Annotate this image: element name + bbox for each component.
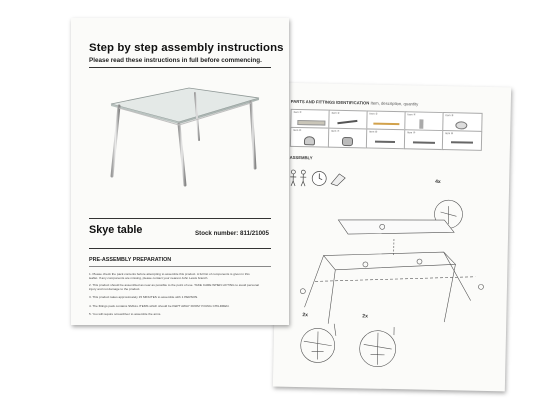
prep-item: 4. The fittings pack contains SMALL ITEMS which should be KEPT AWAY FROM YOUNG CHILDREN. [89,304,230,308]
prep-item: 3. This product takes approximately 15 MINUTES to assemble with 1 PERSON. [89,295,199,299]
spanner-icon [451,141,473,143]
part-cell: Item ⑨ [404,129,444,150]
assembly-diagram [273,173,509,392]
part-cell: Item ⑦ [328,128,368,149]
pad-icon [455,121,467,129]
part-cell: Item ⑥ [290,127,330,148]
multiplier-2x: 2x [302,312,308,319]
part-cell: Item ⑩ [442,130,482,151]
allen-key-icon [375,141,395,143]
assembly-heading: ASSEMBLY [289,154,313,161]
prep-item: 5. You will require screwdriver to assemble the arms. [89,312,162,316]
instructions-subtitle: Please read these instructions in full before commencing. [89,57,262,64]
table-illustration [95,82,267,190]
part-cell: Item ② [328,110,368,131]
part-cell: Item ⑤ [442,112,482,133]
divider [89,266,271,267]
part-cell: Item ① [290,109,330,130]
glass-top [111,88,259,124]
part-cell: Item ③ [366,110,406,131]
rail-icon [373,123,399,126]
screw-icon [413,141,435,143]
prep-item: 2. This product should be assembled as near as possible to the point of use. TAKE CARE WHEN LIFTING to avoid personal [89,283,259,287]
divider [89,218,271,219]
cover-sheet [71,18,289,325]
leg-icon [337,120,357,124]
prep-item: leaflet. If any components are missing, please contact your nearest John Lewis branch. [89,276,209,280]
product-name: Skye table [89,224,143,236]
instructions-title: Step by step assembly instructions [89,42,284,54]
divider [89,67,271,68]
part-cell: Item ⑧ [366,128,406,149]
stock-number: Stock number: 811/21005 [195,230,269,237]
parts-assembly-sheet [273,83,511,392]
prep-item: 1. Please check the pack contents before attempting to assemble this product. A full list of components is given in this [89,272,250,276]
multiplier-2x: 2x [362,313,368,320]
parts-subheading: Item, description, quantity [370,100,419,107]
divider [89,248,271,249]
part-cell: Item ④ [404,111,444,132]
parts-heading: PARTS AND FITTINGS IDENTIFICATION Item, description, quantity [290,98,419,107]
multiplier-4x: 4x [435,178,441,186]
glass-top-icon [297,120,325,126]
washer-icon [342,137,353,146]
bolt-icon [419,120,423,129]
prep-heading: PRE-ASSEMBLY PREPARATION [89,257,172,263]
cap-icon [304,136,315,145]
prep-item: injury and not damage to the product. [89,287,141,291]
